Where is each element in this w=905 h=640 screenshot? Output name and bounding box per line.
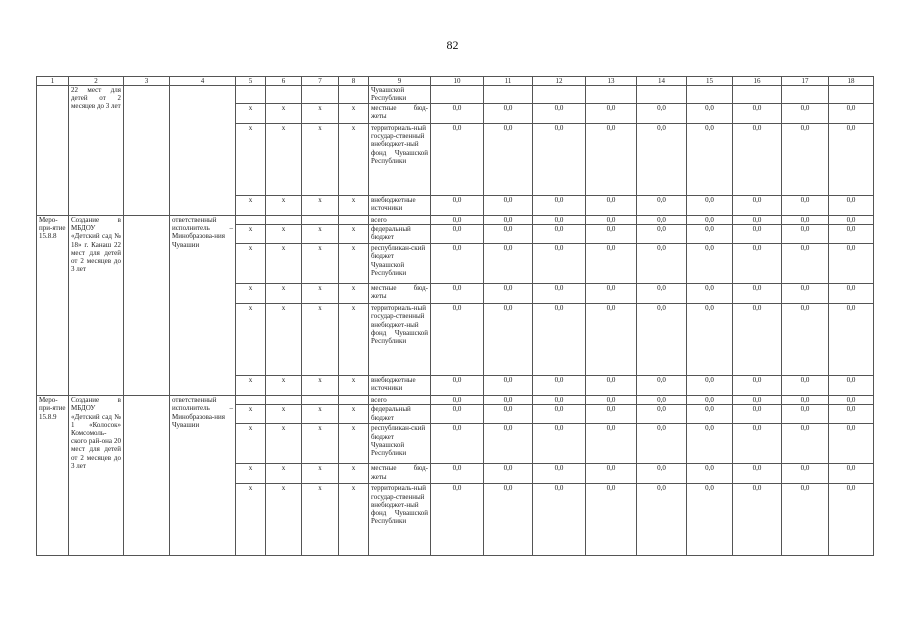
value-cell: 0,0	[533, 424, 586, 464]
x-mark-cell: x	[236, 225, 266, 244]
x-mark-cell: x	[236, 124, 266, 196]
x-mark-cell: x	[266, 405, 302, 424]
table-body	[37, 77, 874, 556]
value-cell: 0,0	[687, 284, 733, 304]
value-cell: 0,0	[533, 376, 586, 396]
value-cell: 0,0	[733, 464, 782, 484]
x-mark-cell	[266, 396, 302, 405]
table-row	[37, 86, 874, 104]
header-cell: 16	[733, 77, 782, 86]
value-cell: 0,0	[484, 104, 533, 124]
value-cell: 0,0	[431, 284, 484, 304]
executor-cell: ответственный исполнитель – Минобразова-ния Чувашии	[170, 396, 236, 556]
x-mark-cell: x	[302, 196, 339, 216]
value-cell: 0,0	[687, 104, 733, 124]
x-mark-cell: x	[266, 196, 302, 216]
x-mark-cell: x	[339, 304, 369, 376]
value-cell: 0,0	[637, 424, 687, 464]
value-cell: 0,0	[782, 376, 829, 396]
x-mark-cell: x	[266, 424, 302, 464]
header-cell: 15	[687, 77, 733, 86]
value-cell: 0,0	[733, 244, 782, 284]
value-cell: 0,0	[586, 284, 637, 304]
x-mark-cell: x	[339, 376, 369, 396]
value-cell: 0,0	[637, 484, 687, 556]
x-mark-cell: x	[339, 424, 369, 464]
value-cell: 0,0	[431, 124, 484, 196]
value-cell: 0,0	[637, 225, 687, 244]
value-cell: 0,0	[733, 484, 782, 556]
header-cell: 8	[339, 77, 369, 86]
value-cell: 0,0	[782, 196, 829, 216]
header-cell: 9	[369, 77, 431, 86]
x-mark-cell: x	[339, 484, 369, 556]
value-cell: 0,0	[829, 104, 874, 124]
budget-table	[36, 76, 874, 556]
value-cell: 0,0	[431, 376, 484, 396]
value-cell: 0,0	[637, 464, 687, 484]
header-cell: 6	[266, 77, 302, 86]
source-cell: федеральный бюджет	[369, 405, 431, 424]
value-cell: 0,0	[733, 216, 782, 225]
header-cell: 10	[431, 77, 484, 86]
source-cell: всего	[369, 396, 431, 405]
value-cell: 0,0	[733, 284, 782, 304]
x-mark-cell: x	[302, 104, 339, 124]
value-cell: 0,0	[533, 244, 586, 284]
executor-cell	[170, 86, 236, 216]
value-cell: 0,0	[533, 405, 586, 424]
value-cell: 0,0	[733, 196, 782, 216]
value-cell: 0,0	[484, 396, 533, 405]
value-cell: 0,0	[687, 376, 733, 396]
value-cell: 0,0	[782, 405, 829, 424]
source-cell: внебюджетные источники	[369, 196, 431, 216]
source-cell: территориаль-ный государ-ственный внебюджет-ный фонд Чувашской Республики	[369, 304, 431, 376]
value-cell: 0,0	[637, 304, 687, 376]
x-mark-cell: x	[236, 484, 266, 556]
x-mark-cell: x	[339, 124, 369, 196]
header-cell: 13	[586, 77, 637, 86]
measure-label-cell: Меро-при-ятие 15.8.8	[37, 216, 69, 396]
value-cell: 0,0	[533, 484, 586, 556]
value-cell: 0,0	[533, 304, 586, 376]
value-cell: 0,0	[829, 396, 874, 405]
value-cell: 0,0	[431, 104, 484, 124]
x-mark-cell: x	[236, 405, 266, 424]
header-cell: 12	[533, 77, 586, 86]
value-cell: 0,0	[782, 216, 829, 225]
value-cell: 0,0	[431, 424, 484, 464]
source-cell: территориаль-ный государ-ственный внебюджет-ный фонд Чувашской Республики	[369, 124, 431, 196]
source-cell: территориаль-ный государ-ственный внебюджет-ный фонд Чувашской Республики	[369, 484, 431, 556]
x-mark-cell: x	[236, 424, 266, 464]
value-cell: 0,0	[431, 244, 484, 284]
value-cell	[484, 86, 533, 104]
x-mark-cell: x	[339, 196, 369, 216]
value-cell: 0,0	[829, 124, 874, 196]
value-cell: 0,0	[782, 104, 829, 124]
value-cell: 0,0	[533, 464, 586, 484]
value-cell: 0,0	[533, 216, 586, 225]
x-mark-cell	[339, 216, 369, 225]
x-mark-cell	[302, 396, 339, 405]
value-cell: 0,0	[782, 424, 829, 464]
value-cell: 0,0	[484, 244, 533, 284]
source-cell: местные бюд-жеты	[369, 464, 431, 484]
x-mark-cell: x	[266, 484, 302, 556]
measure-label-cell: Меро-при-ятие 15.8.9	[37, 396, 69, 556]
value-cell: 0,0	[687, 216, 733, 225]
value-cell: 0,0	[782, 304, 829, 376]
x-mark-cell	[302, 216, 339, 225]
value-cell: 0,0	[637, 216, 687, 225]
value-cell: 0,0	[829, 244, 874, 284]
value-cell: 0,0	[637, 196, 687, 216]
x-mark-cell: x	[236, 464, 266, 484]
value-cell	[687, 86, 733, 104]
value-cell: 0,0	[637, 104, 687, 124]
source-cell: республикан-ский бюджет Чувашской Республики	[369, 244, 431, 284]
value-cell	[637, 86, 687, 104]
value-cell	[733, 86, 782, 104]
value-cell: 0,0	[533, 196, 586, 216]
value-cell: 0,0	[586, 396, 637, 405]
header-row	[37, 77, 874, 86]
x-mark-cell	[236, 216, 266, 225]
value-cell: 0,0	[782, 464, 829, 484]
x-mark-cell: x	[302, 124, 339, 196]
x-mark-cell: x	[339, 464, 369, 484]
x-mark-cell: x	[302, 244, 339, 284]
x-mark-cell: x	[266, 464, 302, 484]
x-mark-cell: x	[302, 376, 339, 396]
x-mark-cell	[266, 216, 302, 225]
value-cell: 0,0	[431, 396, 484, 405]
value-cell: 0,0	[431, 464, 484, 484]
header-cell: 5	[236, 77, 266, 86]
value-cell: 0,0	[586, 376, 637, 396]
value-cell: 0,0	[533, 104, 586, 124]
value-cell: 0,0	[484, 225, 533, 244]
page-number: 82	[446, 38, 459, 52]
value-cell: 0,0	[782, 244, 829, 284]
x-mark-cell: x	[302, 484, 339, 556]
value-cell: 0,0	[733, 405, 782, 424]
empty-cell	[124, 86, 170, 216]
value-cell	[586, 86, 637, 104]
source-cell: Чувашской Республики	[369, 86, 431, 104]
x-mark-cell: x	[302, 304, 339, 376]
value-cell: 0,0	[687, 124, 733, 196]
value-cell: 0,0	[533, 396, 586, 405]
value-cell: 0,0	[733, 124, 782, 196]
x-mark-cell: x	[266, 376, 302, 396]
x-mark-cell	[302, 86, 339, 104]
value-cell: 0,0	[586, 216, 637, 225]
value-cell	[782, 86, 829, 104]
value-cell: 0,0	[586, 424, 637, 464]
x-mark-cell: x	[302, 284, 339, 304]
value-cell: 0,0	[484, 124, 533, 196]
description-cell: Создание в МБДОУ «Детский сад № 18» г. Канаш 22 мест для детей от 2 месяцев до 3 лет	[69, 216, 124, 396]
x-mark-cell: x	[236, 244, 266, 284]
source-cell: местные бюд-жеты	[369, 284, 431, 304]
value-cell: 0,0	[829, 225, 874, 244]
value-cell: 0,0	[431, 216, 484, 225]
value-cell: 0,0	[829, 376, 874, 396]
value-cell: 0,0	[431, 196, 484, 216]
x-mark-cell: x	[266, 124, 302, 196]
value-cell: 0,0	[829, 196, 874, 216]
table-row	[37, 216, 874, 225]
value-cell: 0,0	[586, 124, 637, 196]
value-cell: 0,0	[687, 464, 733, 484]
x-mark-cell: x	[266, 225, 302, 244]
x-mark-cell	[339, 86, 369, 104]
header-cell: 7	[302, 77, 339, 86]
value-cell: 0,0	[637, 405, 687, 424]
value-cell: 0,0	[586, 464, 637, 484]
value-cell: 0,0	[484, 284, 533, 304]
x-mark-cell: x	[339, 104, 369, 124]
value-cell: 0,0	[533, 225, 586, 244]
x-mark-cell: x	[236, 196, 266, 216]
value-cell: 0,0	[586, 244, 637, 284]
source-cell: местные бюд-жеты	[369, 104, 431, 124]
value-cell: 0,0	[637, 376, 687, 396]
value-cell: 0,0	[637, 284, 687, 304]
value-cell: 0,0	[687, 405, 733, 424]
value-cell: 0,0	[484, 216, 533, 225]
header-cell: 17	[782, 77, 829, 86]
header-cell: 2	[69, 77, 124, 86]
x-mark-cell: x	[266, 284, 302, 304]
value-cell: 0,0	[829, 405, 874, 424]
x-mark-cell	[266, 86, 302, 104]
header-cell: 1	[37, 77, 69, 86]
value-cell: 0,0	[484, 304, 533, 376]
value-cell: 0,0	[782, 225, 829, 244]
value-cell: 0,0	[782, 396, 829, 405]
value-cell: 0,0	[586, 104, 637, 124]
value-cell: 0,0	[829, 304, 874, 376]
header-cell: 3	[124, 77, 170, 86]
x-mark-cell: x	[236, 304, 266, 376]
value-cell: 0,0	[733, 396, 782, 405]
x-mark-cell: x	[236, 104, 266, 124]
source-cell: федеральный бюджет	[369, 225, 431, 244]
x-mark-cell: x	[266, 104, 302, 124]
value-cell: 0,0	[829, 284, 874, 304]
value-cell: 0,0	[829, 484, 874, 556]
value-cell: 0,0	[687, 484, 733, 556]
x-mark-cell: x	[339, 405, 369, 424]
value-cell: 0,0	[782, 284, 829, 304]
x-mark-cell: x	[339, 244, 369, 284]
value-cell: 0,0	[484, 424, 533, 464]
value-cell: 0,0	[533, 124, 586, 196]
source-cell: всего	[369, 216, 431, 225]
x-mark-cell: x	[302, 225, 339, 244]
value-cell: 0,0	[687, 225, 733, 244]
value-cell: 0,0	[733, 225, 782, 244]
value-cell	[533, 86, 586, 104]
x-mark-cell: x	[266, 304, 302, 376]
value-cell: 0,0	[533, 284, 586, 304]
value-cell: 0,0	[687, 396, 733, 405]
value-cell	[829, 86, 874, 104]
empty-cell	[124, 396, 170, 556]
x-mark-cell: x	[339, 284, 369, 304]
value-cell: 0,0	[484, 376, 533, 396]
empty-cell	[124, 216, 170, 396]
value-cell: 0,0	[782, 124, 829, 196]
value-cell: 0,0	[637, 244, 687, 284]
value-cell: 0,0	[687, 304, 733, 376]
value-cell: 0,0	[484, 196, 533, 216]
value-cell: 0,0	[687, 424, 733, 464]
value-cell: 0,0	[484, 484, 533, 556]
x-mark-cell: x	[302, 464, 339, 484]
value-cell: 0,0	[586, 225, 637, 244]
source-cell: внебюджетные источники	[369, 376, 431, 396]
value-cell: 0,0	[637, 124, 687, 196]
value-cell: 0,0	[733, 104, 782, 124]
value-cell: 0,0	[484, 405, 533, 424]
value-cell: 0,0	[586, 304, 637, 376]
executor-cell: ответственный исполнитель – Минобразова-ния Чувашии	[170, 216, 236, 396]
x-mark-cell: x	[302, 405, 339, 424]
value-cell: 0,0	[733, 304, 782, 376]
value-cell: 0,0	[829, 464, 874, 484]
value-cell: 0,0	[586, 484, 637, 556]
value-cell: 0,0	[733, 424, 782, 464]
x-mark-cell	[339, 396, 369, 405]
measure-label-cell	[37, 86, 69, 216]
value-cell: 0,0	[829, 216, 874, 225]
value-cell: 0,0	[829, 424, 874, 464]
value-cell: 0,0	[431, 484, 484, 556]
value-cell: 0,0	[431, 405, 484, 424]
x-mark-cell: x	[302, 424, 339, 464]
x-mark-cell: x	[236, 284, 266, 304]
value-cell: 0,0	[586, 196, 637, 216]
value-cell: 0,0	[431, 304, 484, 376]
value-cell: 0,0	[687, 196, 733, 216]
x-mark-cell: x	[339, 225, 369, 244]
description-cell: 22 мест для детей от 2 месяцев до 3 лет	[69, 86, 124, 216]
description-cell: Создание в МБДОУ «Детский сад № 1 «Колосок» Комсомоль-ского рай-она 20 мест для детей от 2 месяцев до 3 лет	[69, 396, 124, 556]
header-cell: 14	[637, 77, 687, 86]
value-cell: 0,0	[687, 244, 733, 284]
value-cell: 0,0	[431, 225, 484, 244]
x-mark-cell	[236, 86, 266, 104]
x-mark-cell: x	[266, 244, 302, 284]
value-cell	[431, 86, 484, 104]
table-row	[37, 396, 874, 405]
value-cell: 0,0	[733, 376, 782, 396]
x-mark-cell: x	[236, 376, 266, 396]
header-cell: 11	[484, 77, 533, 86]
source-cell: республикан-ский бюджет Чувашской Республики	[369, 424, 431, 464]
x-mark-cell	[236, 396, 266, 405]
header-cell: 4	[170, 77, 236, 86]
value-cell: 0,0	[484, 464, 533, 484]
value-cell: 0,0	[586, 405, 637, 424]
value-cell: 0,0	[637, 396, 687, 405]
value-cell: 0,0	[782, 484, 829, 556]
header-cell: 18	[829, 77, 874, 86]
